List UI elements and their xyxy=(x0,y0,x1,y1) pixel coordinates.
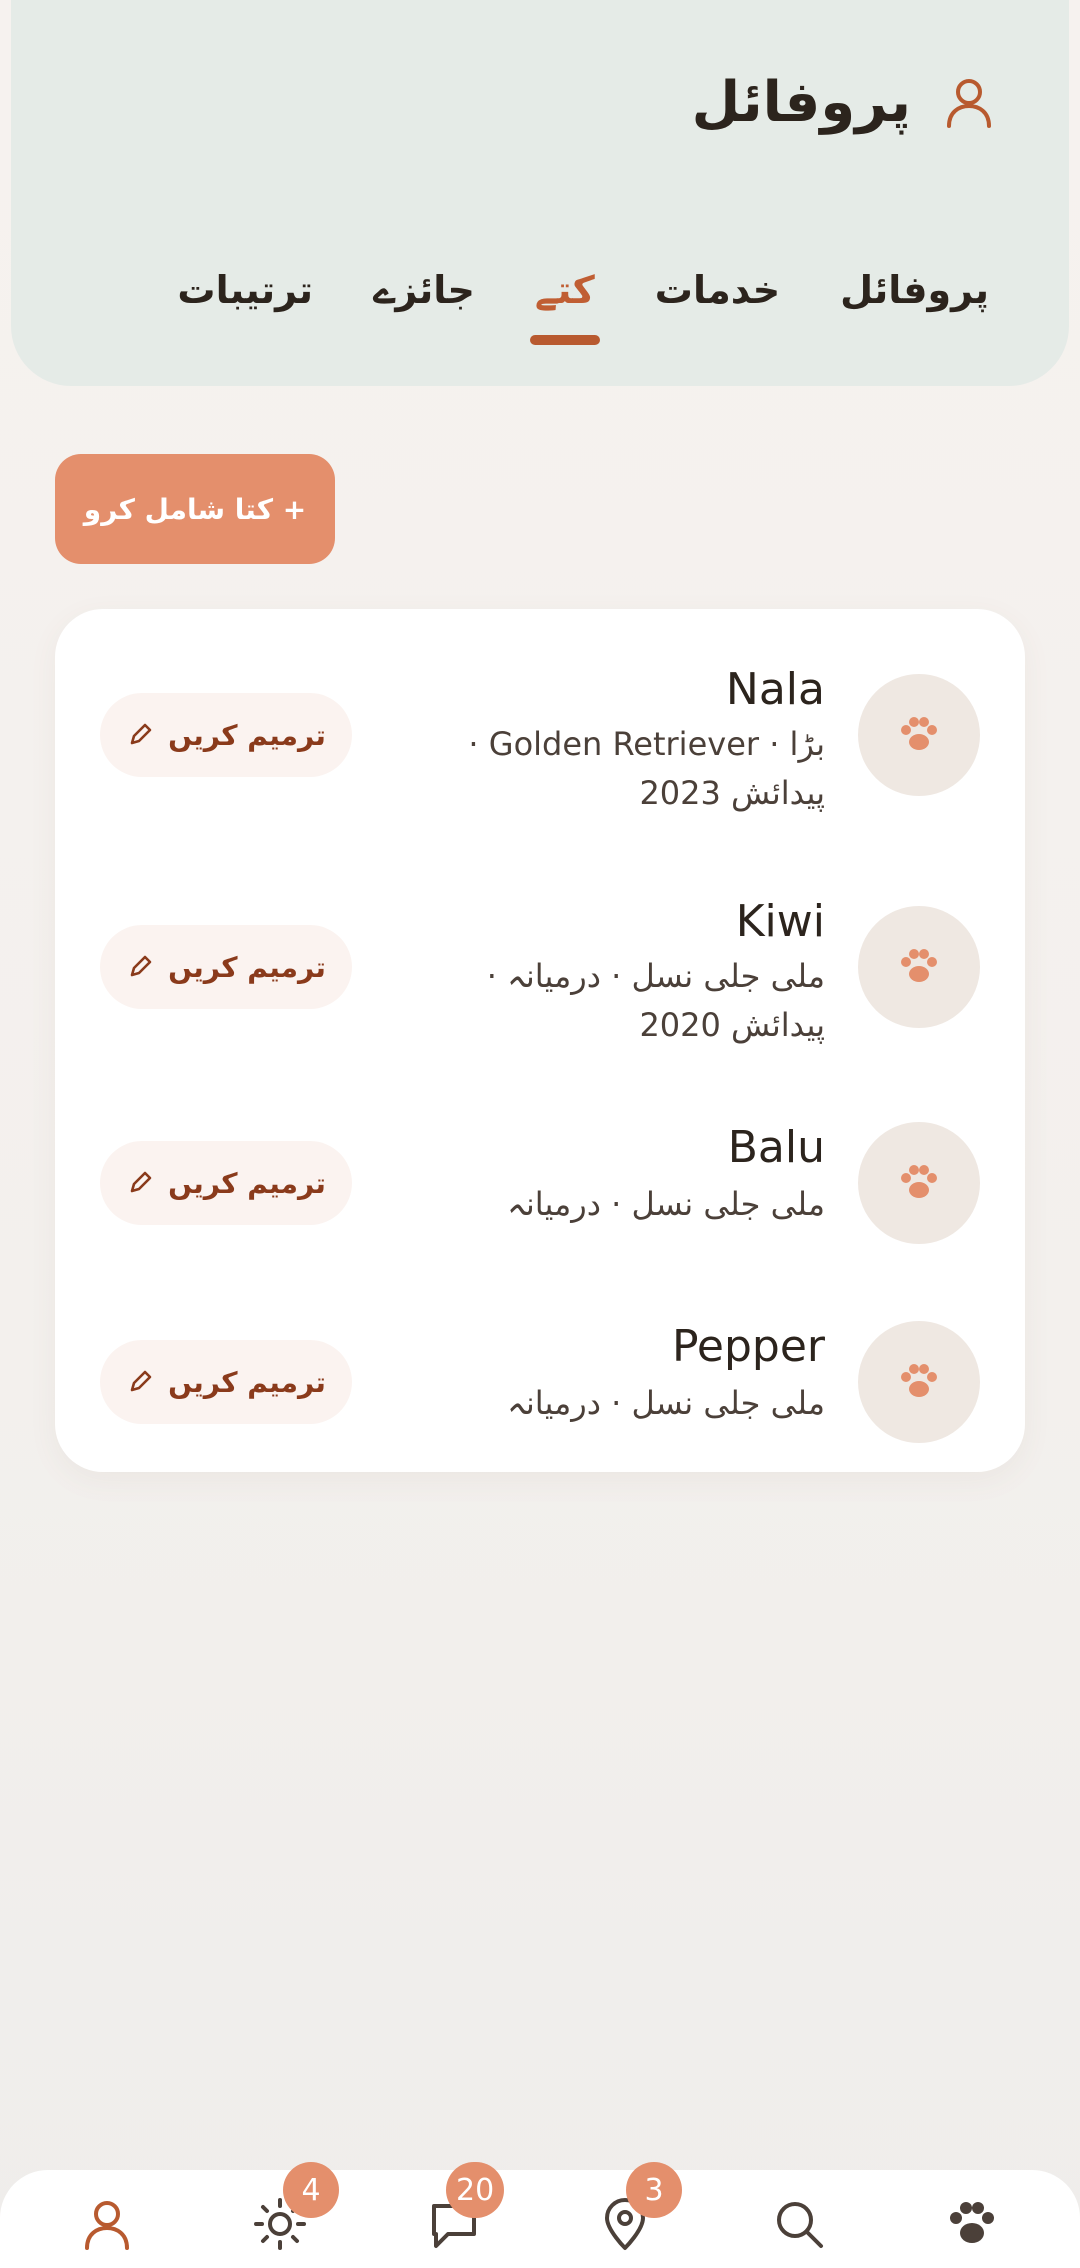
edit-label: ترمیم کریں xyxy=(168,1365,326,1399)
edit-dog-button[interactable] xyxy=(100,1141,352,1225)
list-item xyxy=(55,1311,1025,1461)
list-item xyxy=(55,664,1025,864)
profile-icon xyxy=(941,74,997,130)
tab-services[interactable]: خدمات xyxy=(654,268,781,312)
header-panel xyxy=(11,0,1069,386)
edit-dog-button[interactable] xyxy=(100,925,352,1009)
page-title: پروفائل xyxy=(691,69,911,135)
paw-icon xyxy=(896,1359,942,1405)
edit-label: ترمیم کریں xyxy=(168,718,326,752)
tab-reviews[interactable]: جائزے xyxy=(373,268,475,312)
bottom-nav xyxy=(0,2170,1080,2268)
list-item xyxy=(55,896,1025,1096)
paw-icon xyxy=(896,1160,942,1206)
dog-name: Pepper xyxy=(671,1321,825,1372)
dog-avatar xyxy=(858,1122,980,1244)
dog-avatar xyxy=(858,1321,980,1443)
dog-avatar xyxy=(858,674,980,796)
dog-details: ملی جلی نسل · درمیانہ · پیدائش 2020 xyxy=(486,957,825,1044)
list-item xyxy=(55,1112,1025,1262)
dog-details: ملی جلی نسل · درمیانہ xyxy=(507,1185,825,1223)
paw-icon xyxy=(944,2196,1000,2252)
dog-name: Balu xyxy=(727,1122,825,1173)
tab-bar xyxy=(147,255,1019,365)
nav-search[interactable] xyxy=(769,2194,829,2254)
nav-profile[interactable] xyxy=(77,2194,137,2254)
pencil-icon xyxy=(126,1368,154,1396)
paw-icon xyxy=(896,712,942,758)
search-icon xyxy=(771,2196,827,2252)
title-row xyxy=(692,62,997,142)
edit-label: ترمیم کریں xyxy=(168,1166,326,1200)
notification-badge: 4 xyxy=(283,2162,339,2218)
edit-dog-button[interactable] xyxy=(100,693,352,777)
pencil-icon xyxy=(126,721,154,749)
profile-icon xyxy=(79,2196,135,2252)
dog-details: ملی جلی نسل · درمیانہ xyxy=(507,1384,825,1422)
dog-name: Kiwi xyxy=(735,896,825,947)
dog-name: Nala xyxy=(725,664,825,715)
dogs-list-card xyxy=(55,609,1025,1472)
tab-settings[interactable]: ترتیبات xyxy=(177,268,314,312)
notification-badge: 3 xyxy=(626,2162,682,2218)
dog-details: بڑا · Golden Retriever · پیدائش 2023 xyxy=(468,725,825,812)
notification-badge: 20 xyxy=(446,2162,504,2218)
tab-profile[interactable]: پروفائل xyxy=(840,268,989,312)
dog-avatar xyxy=(858,906,980,1028)
tab-dogs[interactable]: کتے xyxy=(505,255,625,365)
nav-dogs[interactable] xyxy=(942,2194,1002,2254)
pencil-icon xyxy=(126,1169,154,1197)
edit-label: ترمیم کریں xyxy=(168,950,326,984)
paw-icon xyxy=(896,944,942,990)
add-dog-button[interactable]: + کتا شامل کرو xyxy=(55,454,335,564)
edit-dog-button[interactable] xyxy=(100,1340,352,1424)
pencil-icon xyxy=(126,953,154,981)
